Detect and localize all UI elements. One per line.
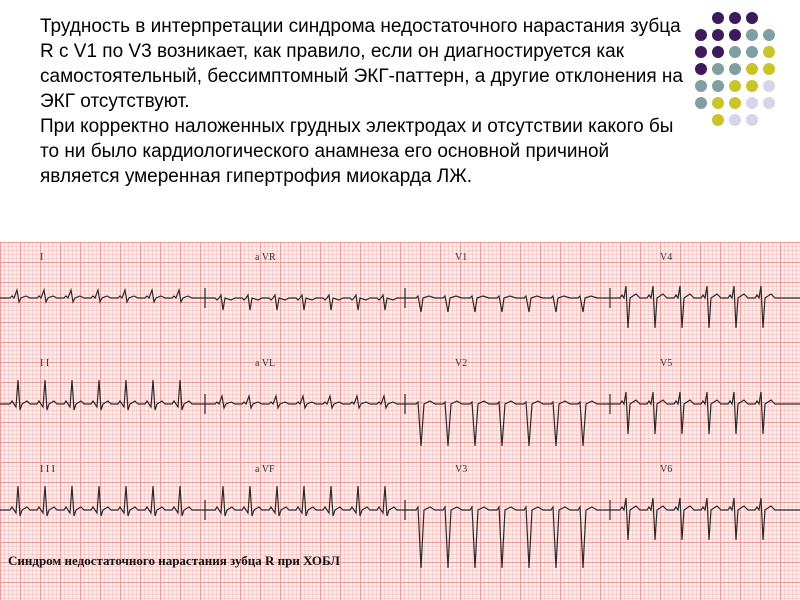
decor-dot — [729, 80, 741, 92]
slide-paragraph-1: Трудность в интерпретации синдрома недостаточного нарастания зубца R с V1 по V3 возникает, как правило, если он диагностируется как самостоятельный, бессимптомный ЭКГ-паттерн, а другие отклонения на ЭКГ отсутствуют. — [40, 16, 683, 112]
decor-dot — [712, 80, 724, 92]
ecg-lead-label: a VR — [255, 252, 276, 263]
ecg-lead-label: I I — [40, 358, 50, 369]
ecg-caption: Синдром недостаточного нарастания зубца R при ХОБЛ — [8, 553, 340, 568]
decor-dot — [746, 29, 758, 41]
ecg-lead-label: a VF — [255, 464, 275, 475]
decor-dot — [763, 97, 775, 109]
decor-dot — [695, 63, 707, 75]
decor-dot — [712, 114, 724, 126]
decor-dot — [712, 63, 724, 75]
ecg-lead-label: V6 — [660, 464, 673, 475]
decor-dot — [746, 12, 758, 24]
ecg-lead-trace — [610, 392, 800, 434]
decor-dot — [763, 80, 775, 92]
ecg-lead-label: V3 — [455, 464, 468, 475]
decor-dot — [746, 46, 758, 58]
decor-dot — [729, 29, 741, 41]
ecg-lead-label: V1 — [455, 252, 468, 263]
ecg-lead-label: V4 — [660, 252, 673, 263]
decor-dot — [729, 114, 741, 126]
ecg-lead-label: I — [40, 252, 44, 263]
decor-dot — [746, 80, 758, 92]
ecg-lead-trace — [205, 396, 405, 408]
decor-dot — [712, 97, 724, 109]
decor-dot — [746, 97, 758, 109]
ecg-lead-trace — [0, 290, 205, 302]
ecg-lead-trace — [205, 486, 405, 516]
decor-dot — [695, 46, 707, 58]
decor-dot — [746, 63, 758, 75]
ecg-lead-trace — [405, 296, 610, 312]
ecg-lead-trace — [205, 295, 405, 310]
ecg-lead-trace — [610, 286, 800, 328]
decor-dot — [695, 29, 707, 41]
decor-dot — [729, 12, 741, 24]
ecg-strip — [0, 242, 800, 600]
decorative-dot-grid — [693, 11, 793, 129]
decor-dot — [712, 12, 724, 24]
slide-paragraph-2: При корректно наложенных грудных электродах и отсутствии какого бы то ни было кардиологического анамнеза его основной причиной является умеренная гипертрофия миокарда ЛЖ. — [40, 116, 674, 187]
ecg-lead-label: V5 — [660, 358, 673, 369]
ecg-lead-trace — [0, 486, 205, 516]
decor-dot — [763, 29, 775, 41]
ecg-lead-label: I I I — [40, 464, 55, 475]
decor-dot — [729, 97, 741, 109]
decor-dot — [729, 63, 741, 75]
decor-dot — [729, 46, 741, 58]
ecg-lead-trace — [405, 507, 610, 568]
decor-dot — [746, 114, 758, 126]
decor-dot — [712, 29, 724, 41]
decor-dot — [712, 46, 724, 58]
ecg-lead-label: a VL — [255, 358, 276, 369]
decor-dot — [695, 80, 707, 92]
ecg-lead-trace — [405, 401, 610, 446]
ecg-lead-trace — [0, 380, 205, 410]
decor-dot — [763, 46, 775, 58]
ecg-traces — [0, 242, 800, 600]
ecg-lead-label: V2 — [455, 358, 468, 369]
decor-dot — [763, 63, 775, 75]
decor-dot — [695, 97, 707, 109]
ecg-lead-trace — [610, 498, 800, 540]
slide-body-text — [40, 14, 688, 189]
